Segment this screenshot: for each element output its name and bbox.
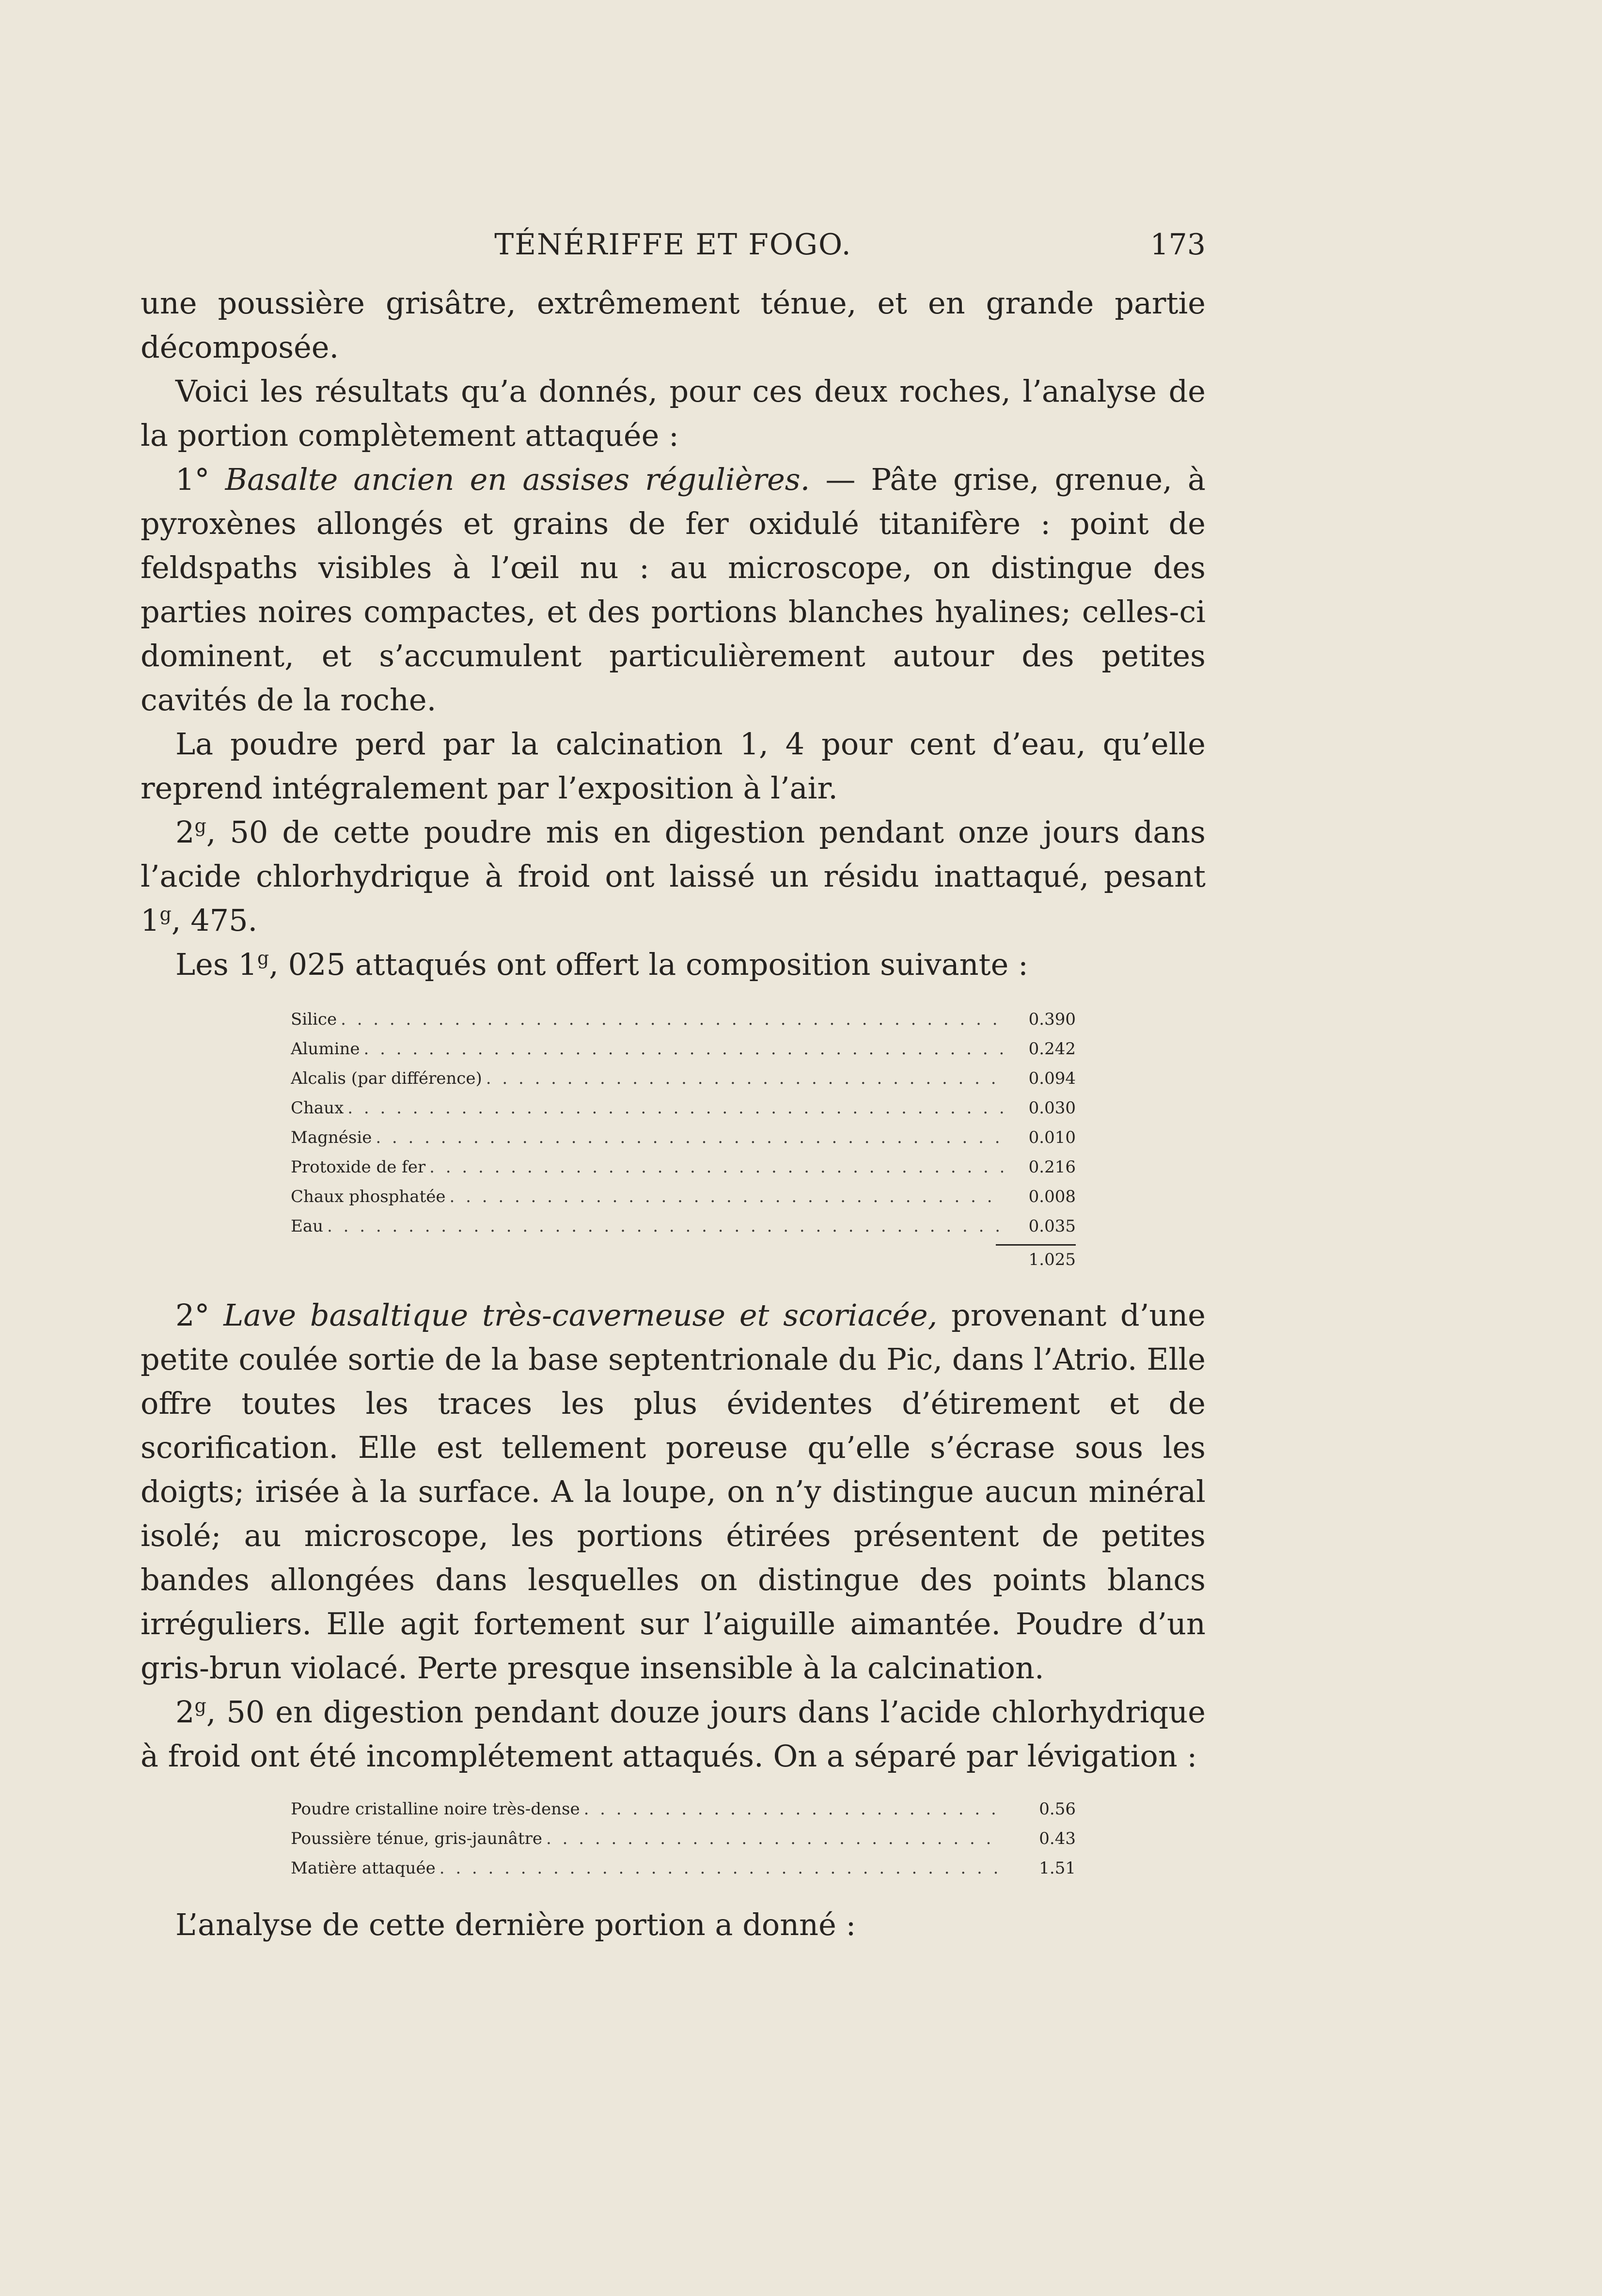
weight-int: 2: [175, 814, 195, 850]
row-label: Chaux phosphatée: [291, 1187, 446, 1206]
row-value: 0.216: [1028, 1157, 1076, 1177]
row-label: Poussière ténue, gris-jaunâtre: [291, 1829, 542, 1848]
table-row: [291, 1064, 1076, 1093]
paragraph-7: [141, 1293, 1206, 1690]
paragraph-9: L’analyse de cette dernière portion a donné :: [175, 1907, 856, 1942]
dot-leader: [436, 1854, 1003, 1883]
row-value: 0.390: [1028, 1010, 1076, 1029]
row-value: 0.035: [1028, 1217, 1076, 1236]
row-label: Protoxide de fer: [291, 1157, 426, 1177]
dot-leader: [445, 1182, 1003, 1212]
total-value: 1.025: [1028, 1250, 1076, 1269]
running-head: [141, 228, 1206, 271]
dot-leader: [580, 1795, 1003, 1824]
paragraph-5: [141, 810, 1206, 942]
table-row: [291, 1093, 1076, 1123]
page-number: 173: [1150, 228, 1206, 262]
dot-leader: [344, 1093, 1003, 1123]
row-value: 0.030: [1028, 1098, 1076, 1118]
table-row: [291, 1212, 1076, 1241]
running-title: TÉNÉRIFFE ET FOGO.: [494, 228, 852, 262]
table-row: [291, 1824, 1076, 1854]
composition-table: [291, 1005, 1076, 1274]
table-row: [291, 1854, 1076, 1883]
row-label: Magnésie: [291, 1128, 372, 1147]
dot-leader: [425, 1153, 1003, 1182]
dot-leader: [323, 1212, 1003, 1241]
row-value: 1.51: [1039, 1859, 1076, 1878]
paragraph-1: une poussière grisâtre, extrêmement ténue, et en grande partie décomposée.: [141, 285, 1206, 365]
paragraph-5-text: , 50 de cette poudre mis en digestion pendant onze jours dans l’acide chlorhydrique à froid ont laissé un résidu inattaqué, pesant 1: [141, 814, 1206, 938]
paragraph-4: La poudre perd par la calcination 1, 4 pour cent d’eau, qu’elle reprend intégralement par l’exposition à l’air.: [141, 726, 1206, 806]
section-number: 1°: [175, 462, 210, 497]
paragraph-3: [141, 457, 1206, 722]
row-label: Alumine: [291, 1039, 360, 1059]
dot-leader: [482, 1064, 1003, 1093]
paragraph-6-start: Les 1: [175, 947, 257, 982]
rock-description-2: provenant d’une petite coulée sortie de la base septentrionale du Pic, dans l’Atrio. Elle offre toutes les traces les plus évidentes d’étirement et de scorification. Elle est tellement poreuse qu’elle s’écrase sous les doigts; irisée à la surface. A la loupe, on n’y distingue aucun minéral isolé; au microscope, les portions étirées présentent de petites bandes allongées dans lesquelles on distingue des points blancs irréguliers. Elle agit fortement sur l’aiguille aimantée. Poudre d’un gris-brun violacé. Perte presque insensible à la calcination.: [141, 1297, 1206, 1686]
row-label: Alcalis (par différence): [291, 1069, 482, 1088]
table-row: [291, 1034, 1076, 1064]
paragraph-6-text: , 025 attaqués ont offert la composition suivante :: [269, 947, 1028, 982]
table-row: [291, 1153, 1076, 1182]
row-label: Poudre cristalline noire très-dense: [291, 1799, 580, 1819]
paragraph-2: Voici les résultats qu’a donnés, pour ces deux roches, l’analyse de la portion complètement attaquée :: [141, 374, 1206, 453]
levigation-table: [291, 1795, 1076, 1883]
row-label: Matière attaquée: [291, 1859, 436, 1878]
paragraph-8: [141, 1690, 1206, 1778]
table-row: [291, 1123, 1076, 1153]
weight-int: 2: [175, 1694, 195, 1730]
row-label: Silice: [291, 1010, 337, 1029]
row-value: 0.242: [1028, 1039, 1076, 1059]
dot-leader: [337, 1005, 1003, 1034]
total-row: [291, 1246, 1076, 1274]
paragraph-8-text: , 50 en digestion pendant douze jours dans l’acide chlorhydrique à froid ont été incomplétement attaqués. On a séparé par lévigation :: [141, 1694, 1206, 1774]
rock-title-2: Lave basaltique très-caverneuse et scoriacée,: [223, 1297, 938, 1333]
rock-description-1: — Pâte grise, grenue, à pyroxènes allongés et grains de fer oxidulé titanifère : point de feldspaths visibles à l’œil nu : au microscope, on distingue des parties noires compactes, et des portions blanches hyalines; celles-ci dominent, et s’accumulent particulièrement autour des petites cavités de la roche.: [141, 462, 1206, 718]
row-value: 0.43: [1039, 1829, 1076, 1848]
dot-leader: [542, 1824, 1003, 1854]
row-label: Chaux: [291, 1098, 344, 1118]
row-value: 0.094: [1028, 1069, 1076, 1088]
row-value: 0.56: [1039, 1799, 1076, 1819]
table-row: [291, 1795, 1076, 1824]
gram-sup: g: [159, 903, 172, 925]
dot-leader: [360, 1034, 1003, 1064]
row-value: 0.008: [1028, 1187, 1076, 1206]
row-value: 0.010: [1028, 1128, 1076, 1147]
paragraph-5-end: , 475.: [171, 903, 258, 938]
row-label: Eau: [291, 1217, 323, 1236]
gram-sup: g: [194, 1695, 206, 1717]
gram-sup: g: [257, 947, 269, 969]
table-row: [291, 1182, 1076, 1212]
table-row: [291, 1005, 1076, 1034]
dot-leader: [372, 1123, 1003, 1153]
paragraph-6: [141, 942, 1206, 986]
gram-sup: g: [194, 815, 206, 837]
rock-title-1: Basalte ancien en assises régulières.: [225, 462, 810, 497]
page-body: [141, 228, 1206, 1947]
section-number: 2°: [175, 1297, 210, 1333]
